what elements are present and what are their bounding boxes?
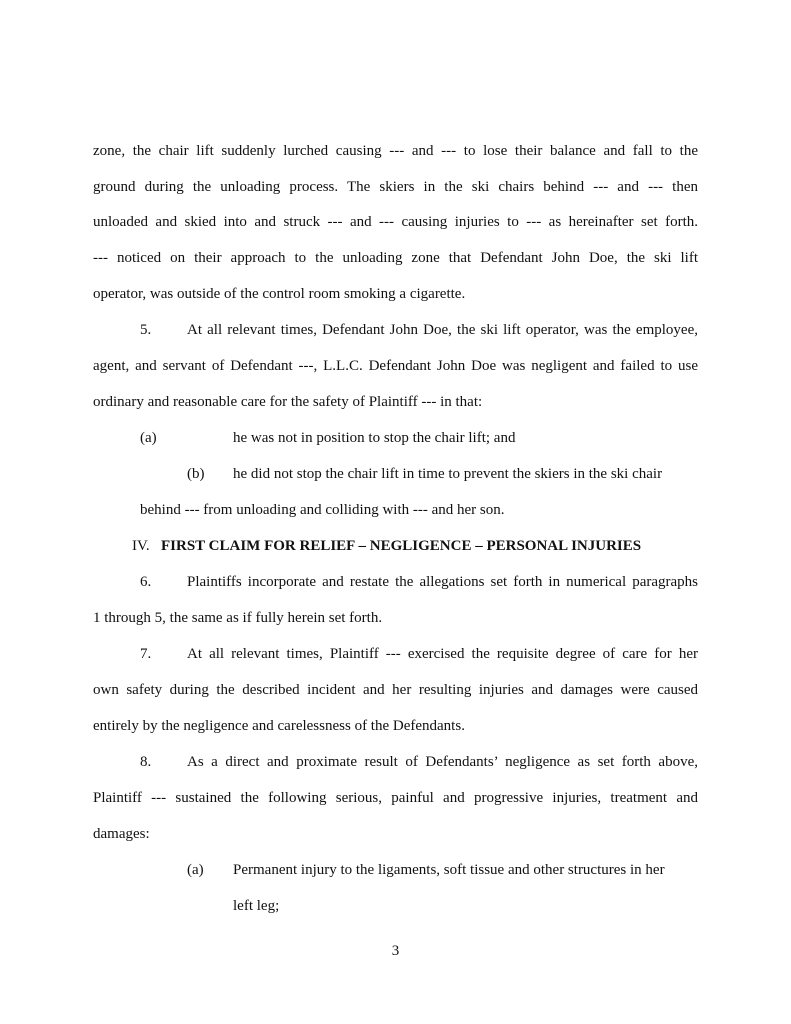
continuation-line-4: --- noticed on their approach to the unloading zone that Defendant John Doe, the ski lift	[93, 250, 698, 266]
paragraph-7-line-1: At all relevant times, Plaintiff --- exercised the requisite degree of care for her	[187, 646, 698, 662]
paragraph-8-line-3: damages:	[93, 826, 150, 842]
subitem-b-marker: (b)	[187, 466, 205, 482]
injury-item-a-marker: (a)	[187, 862, 204, 878]
paragraph-7-line-3: entirely by the negligence and carelessness of the Defendants.	[93, 718, 465, 734]
paragraph-6-line-2: 1 through 5, the same as if fully herein set forth.	[93, 610, 383, 626]
paragraph-5-line-2: agent, and servant of Defendant ---, L.L.C. Defendant John Doe was negligent and failed to use	[93, 358, 698, 374]
continuation-line-5: operator, was outside of the control room smoking a cigarette.	[93, 286, 466, 302]
continuation-line-2: ground during the unloading process. The skiers in the ski chairs behind --- and --- then	[93, 179, 698, 195]
paragraph-7-line-2: own safety during the described incident and her resulting injuries and damages were caused	[93, 682, 698, 698]
subitem-a-marker: (a)	[140, 430, 157, 446]
paragraph-6-line-1: Plaintiffs incorporate and restate the allegations set forth in numerical paragraphs	[187, 574, 698, 590]
injury-item-a-continuation: left leg;	[233, 898, 280, 914]
section-numeral: IV.	[132, 538, 150, 554]
paragraph-8-line-2: Plaintiff --- sustained the following serious, painful and progressive injuries, treatment and	[93, 790, 698, 806]
paragraph-8-line-1: As a direct and proximate result of Defendants’ negligence as set forth above,	[187, 754, 698, 770]
subitem-b-continuation: behind --- from unloading and colliding with --- and her son.	[140, 502, 505, 518]
paragraph-8-number: 8.	[140, 754, 152, 770]
paragraph-7-number: 7.	[140, 646, 152, 662]
continuation-line-3: unloaded and skied into and struck --- and --- causing injuries to --- as hereinafter set forth.	[93, 214, 698, 230]
paragraph-6-number: 6.	[140, 574, 152, 590]
injury-item-a-text: Permanent injury to the ligaments, soft tissue and other structures in her	[233, 862, 665, 878]
paragraph-5-number: 5.	[140, 322, 152, 338]
paragraph-5-line-1: At all relevant times, Defendant John Doe, the ski lift operator, was the employee,	[187, 322, 698, 338]
page-number: 3	[391, 943, 400, 959]
subitem-a-text: he was not in position to stop the chair lift; and	[233, 430, 516, 446]
subitem-b-text: he did not stop the chair lift in time to prevent the skiers in the ski chair	[233, 466, 663, 482]
section-heading: FIRST CLAIM FOR RELIEF – NEGLIGENCE – PERSONAL INJURIES	[161, 538, 642, 554]
paragraph-5-line-3: ordinary and reasonable care for the safety of Plaintiff --- in that:	[93, 394, 483, 410]
continuation-line-1: zone, the chair lift suddenly lurched causing --- and --- to lose their balance and fall to the	[93, 143, 698, 159]
